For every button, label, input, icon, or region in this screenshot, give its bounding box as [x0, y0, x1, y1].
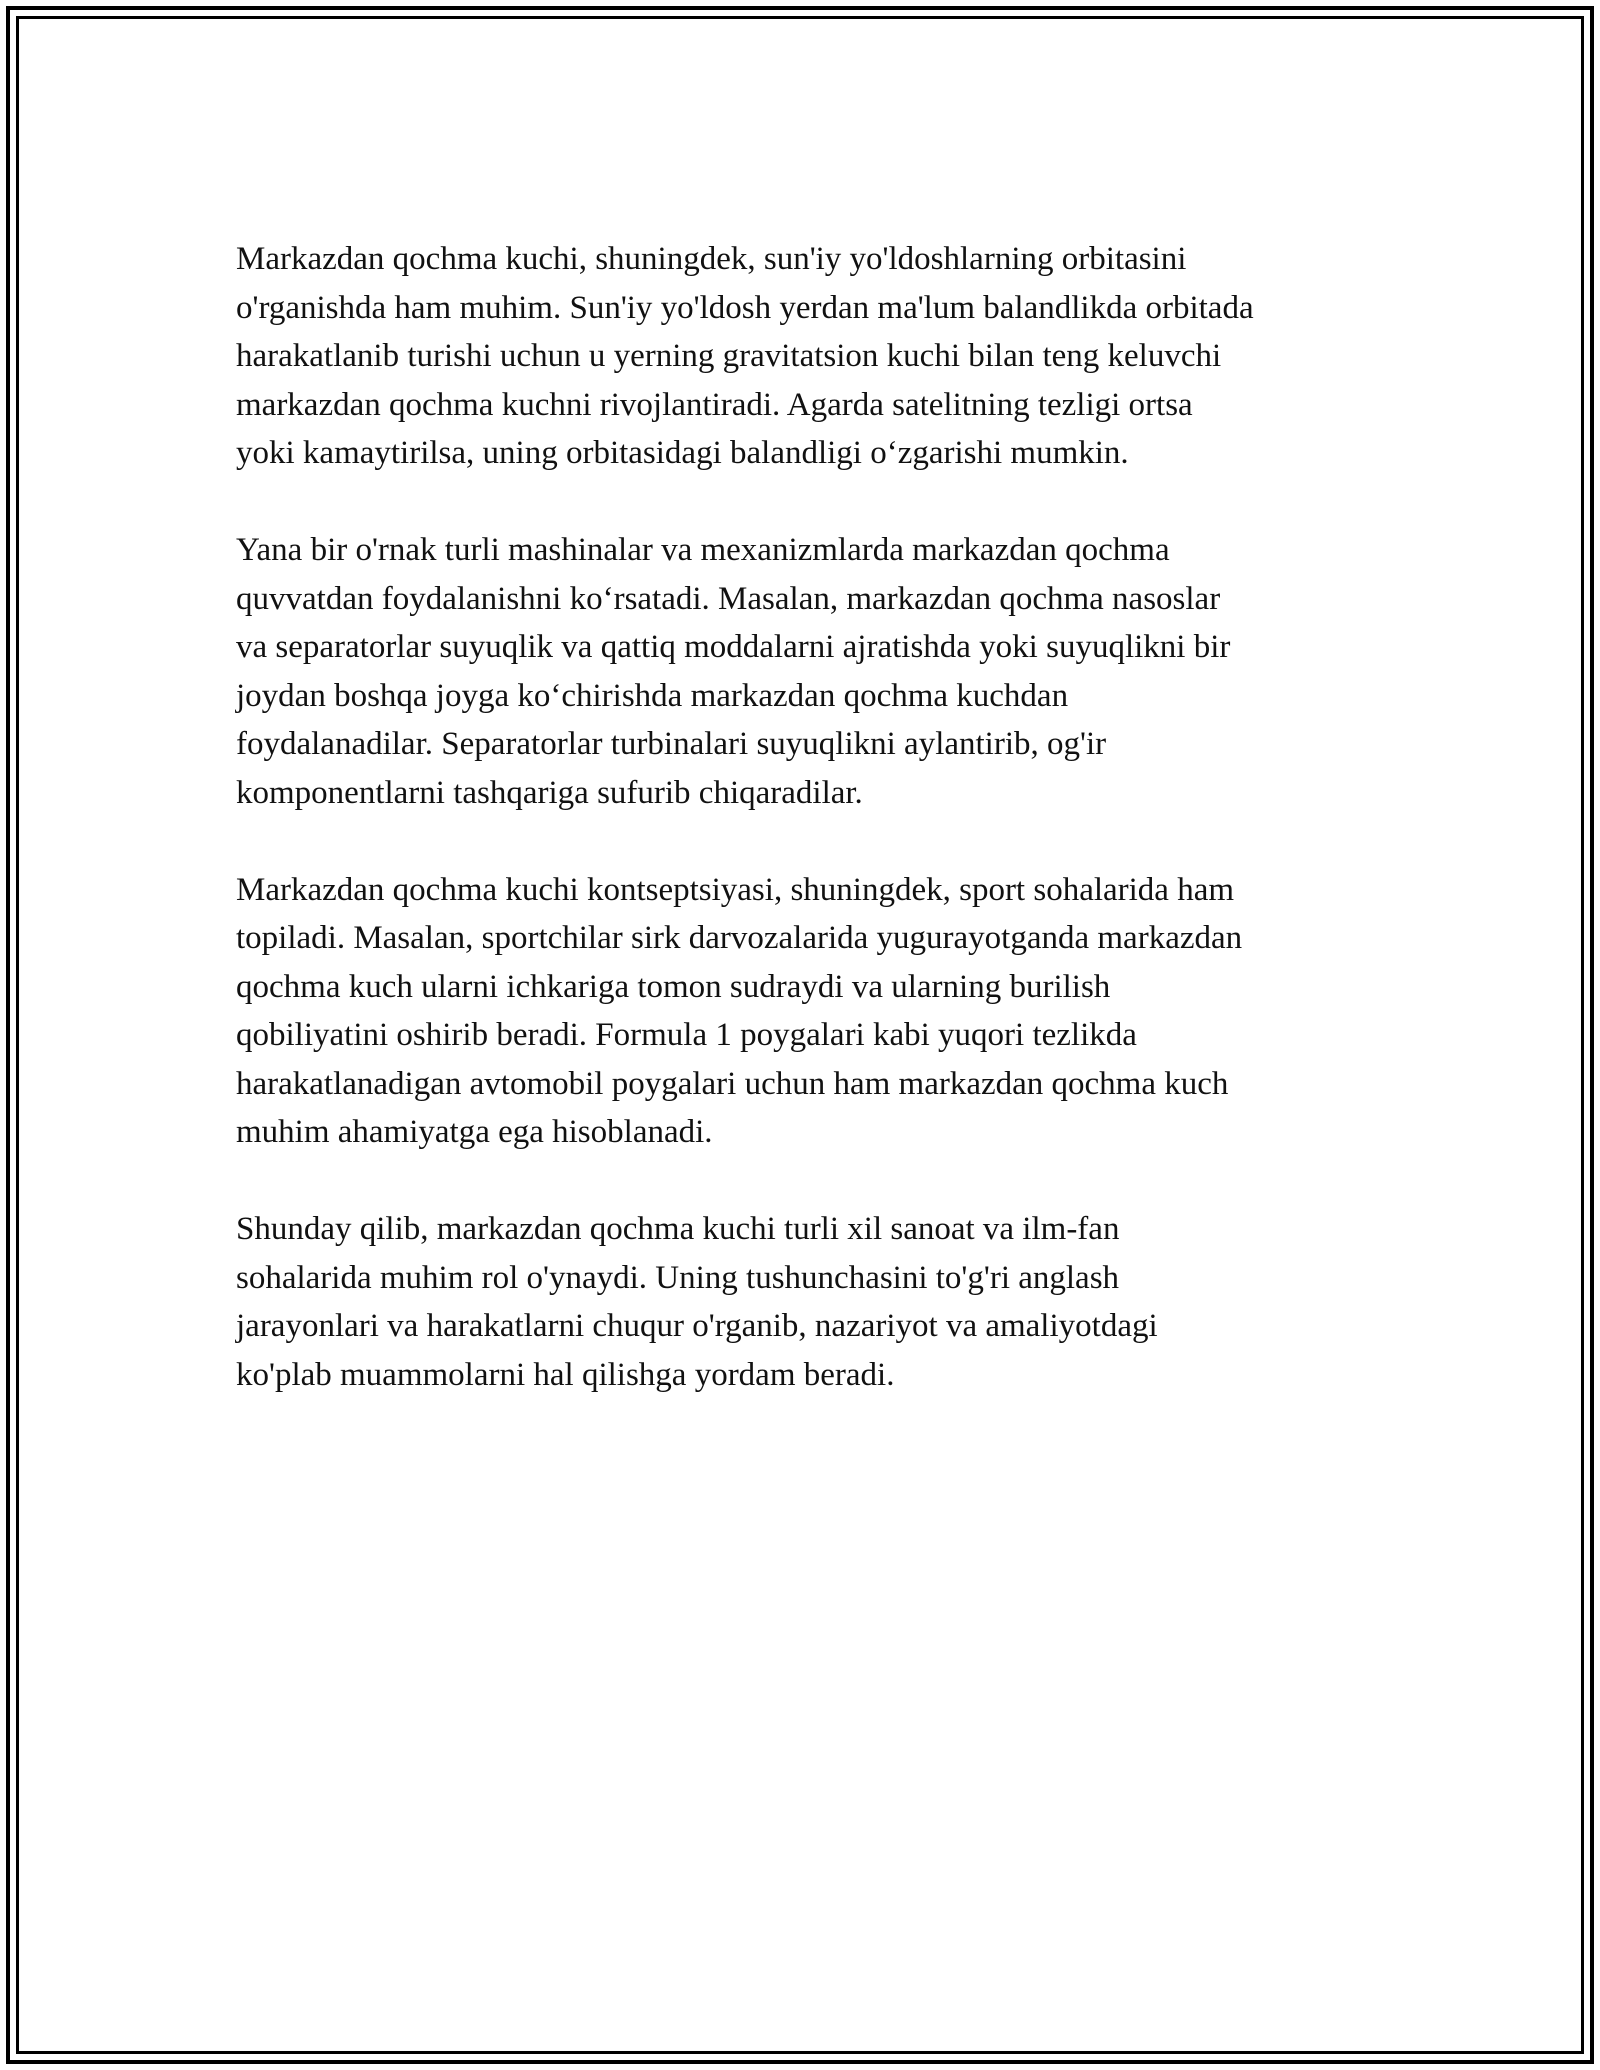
text-line: topiladi. Masalan, sportchilar sirk darvozalarida yugurayotganda markazdan: [236, 920, 1243, 956]
text-line: jarayonlari va harakatlarni chuqur o'rganib, nazariyot va amaliyotdagi: [236, 1308, 1158, 1344]
text-line: sohalarida muhim rol o'ynaydi. Uning tushunchasini to'g'ri anglash: [236, 1259, 1120, 1296]
text-line: Yana bir o'rnak turli mashinalar va mexanizmlarda markazdan qochma: [236, 532, 1170, 568]
paragraph-3: [236, 866, 1386, 1157]
text-line: foydalanadilar. Separatorlar turbinalari suyuqlikni aylantirib, og'ir: [236, 726, 1107, 762]
text-line: yoki kamaytirilsa, uning orbitasidagi balandligi o‘zgarishi mumkin.: [236, 435, 1129, 471]
text-line: Shunday qilib, markazdan qochma kuchi turli xil sanoat va ilm-fan: [236, 1211, 1120, 1247]
text-line: ko'plab muammolarni hal qilishga yordam beradi.: [236, 1356, 895, 1393]
text-line: komponentlarni tashqariga sufurib chiqaradilar.: [236, 774, 863, 811]
text-line: Markazdan qochma kuchi kontseptsiyasi, shuningdek, sport sohalarida ham: [236, 871, 1235, 908]
text-line: Markazdan qochma kuchi, shuningdek, sun'iy yo'ldoshlarning orbitasini: [236, 241, 1187, 277]
text-line: harakatlanadigan avtomobil poygalari uchun ham markazdan qochma kuch: [236, 1065, 1229, 1102]
text-line: qobiliyatini oshirib beradi. Formula 1 poygalari kabi yuqori tezlikda: [236, 1017, 1137, 1053]
paragraph-1: [236, 235, 1386, 478]
paragraph-2: [236, 526, 1386, 817]
text-line: quvvatdan foydalanishni ko‘rsatadi. Masalan, markazdan qochma nasoslar: [236, 580, 1221, 617]
paragraph-4: [236, 1205, 1386, 1399]
document-body: [236, 235, 1386, 1448]
text-line: markazdan qochma kuchni rivojlantiradi. Agarda satelitning tezligi ortsa: [236, 386, 1193, 423]
text-line: joydan boshqa joyga ko‘chirishda markazdan qochma kuchdan: [236, 677, 1069, 714]
text-line: harakatlanib turishi uchun u yerning gravitatsion kuchi bilan teng keluvchi: [236, 338, 1222, 374]
text-line: va separatorlar suyuqlik va qattiq moddalarni ajratishda yoki suyuqlikni bir: [236, 629, 1231, 665]
text-line: qochma kuch ularni ichkariga tomon sudraydi va ularning burilish: [236, 968, 1111, 1005]
text-line: muhim ahamiyatga ega hisoblanadi.: [236, 1114, 713, 1150]
text-line: o'rganishda ham muhim. Sun'iy yo'ldosh yerdan ma'lum balandlikda orbitada: [236, 289, 1254, 326]
